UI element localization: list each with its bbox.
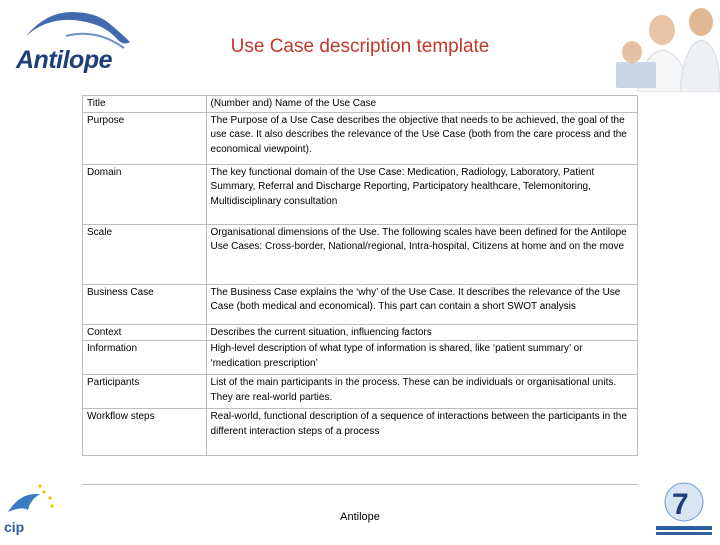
row-value: High-level description of what type of information is shared, like ‘patient summary’ or ‘medication prescription’ xyxy=(206,341,637,375)
cip-logo-text: cip xyxy=(4,519,25,535)
row-value: List of the main participants in the process. These can be individuals or organisational units. They are real-world parties. xyxy=(206,375,637,409)
table-row xyxy=(83,341,638,375)
row-key: Domain xyxy=(83,164,207,224)
row-key: Participants xyxy=(83,375,207,409)
row-value: Real-world, functional description of a sequence of interactions between the participants in the different interaction steps of a process xyxy=(206,409,637,456)
fp7-logo xyxy=(648,480,720,540)
table-row xyxy=(83,224,638,284)
row-value: The key functional domain of the Use Case: Medication, Radiology, Laboratory, Patient Summary, Referral and Discharge Reporting, Participatory healthcare, Telemonitoring, Multidisciplinary consultation xyxy=(206,164,637,224)
logo-wordmark: Antilope xyxy=(16,46,112,74)
doctors-photo xyxy=(586,0,720,92)
row-key: Purpose xyxy=(83,112,207,164)
row-key: Workflow steps xyxy=(83,409,207,456)
page-title-text: Use Case description template xyxy=(230,36,490,57)
footer-divider xyxy=(82,484,638,485)
table-row xyxy=(83,164,638,224)
table-row xyxy=(83,409,638,456)
row-key: Business Case xyxy=(83,284,207,324)
row-key: Context xyxy=(83,324,207,341)
table-row xyxy=(83,324,638,341)
table-row xyxy=(83,112,638,164)
footer-text: Antilope xyxy=(340,511,380,523)
row-value: The Business Case explains the ‘why’ of the Use Case. It describes the relevance of the Use Case (both medical and economical). This part can contain a short SWOT analysis xyxy=(206,284,637,324)
table-row xyxy=(83,284,638,324)
row-key: Title xyxy=(83,96,207,113)
table-row xyxy=(83,375,638,409)
row-value: The Purpose of a Use Case describes the objective that needs to be achieved, the goal of the use case. It also describes the relevance of the Use Case (both from the care process and the economical viewpoint). xyxy=(206,112,637,164)
row-key: Scale xyxy=(83,224,207,284)
row-key: Information xyxy=(83,341,207,375)
row-value: Describes the current situation, influencing factors xyxy=(206,324,637,341)
fp7-logo-number: 7 xyxy=(672,488,689,521)
row-value: (Number and) Name of the Use Case xyxy=(206,96,637,113)
use-case-table xyxy=(82,95,638,456)
row-value: Organisational dimensions of the Use. The following scales have been defined for the Antilope Use Cases: Cross-border, National/regional, Intra-hospital, Citizens at home and on the move xyxy=(206,224,637,284)
table-row xyxy=(83,96,638,113)
